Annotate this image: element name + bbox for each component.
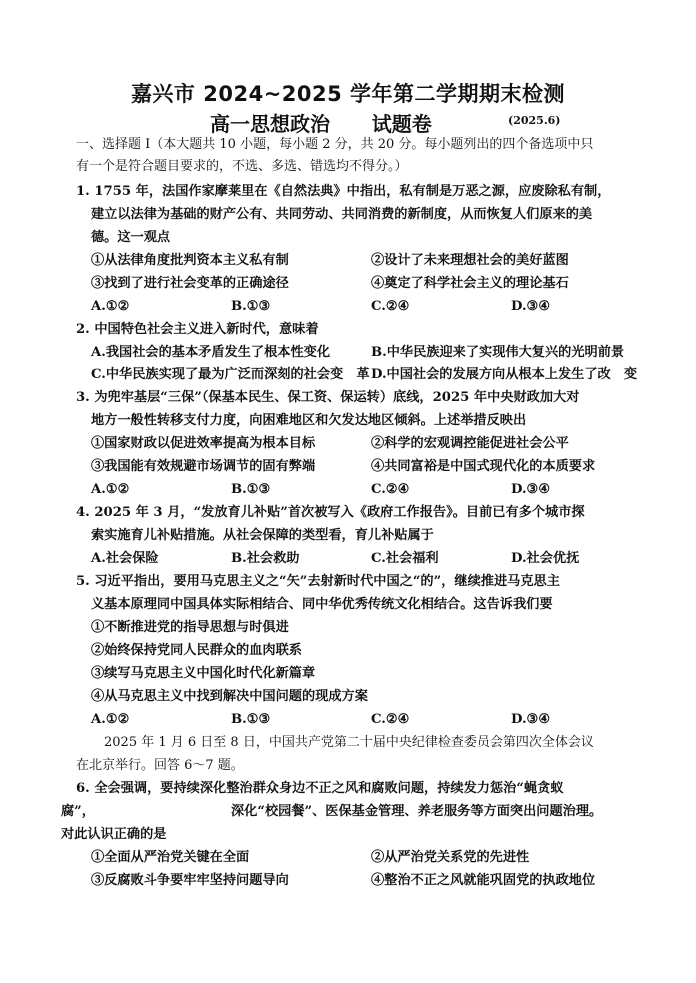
q2-choice-c: C.中华民族实现了最为广泛而深刻的社会变 革 <box>91 367 370 382</box>
q1-choice-b: B.①③ <box>231 299 271 314</box>
q5-stem-line-1: 5. 习近平指出，要用马克思主义之“矢”去射新时代中国之“的”，继续推进马克思主 <box>76 574 560 589</box>
q6-stem-line-2-end: 深化“校园餐”、医保基金管理、养老服务等方面突出问题治理。 <box>231 804 603 819</box>
q1-option-1: ①从法律角度批判资本主义私有制 <box>91 253 289 268</box>
q4-choice-a: A.社会保险 <box>91 551 159 566</box>
q4-choice-d: D.社会优抚 <box>511 551 580 566</box>
q6-option-3: ③反腐败斗争要牢牢坚持问题导向 <box>91 873 289 888</box>
q3-choice-d: D.③④ <box>511 482 551 497</box>
q1-choice-a: A.①② <box>91 299 130 314</box>
q1-option-4: ④奠定了科学社会主义的理论基石 <box>371 276 569 291</box>
q6-stem-line-3: 对此认识正确的是 <box>61 827 167 842</box>
exam-title: 嘉兴市 2024~2025 学年第二学期期末检测 <box>130 82 566 106</box>
q1-option-3: ③找到了进行社会变革的正确途径 <box>91 276 289 291</box>
q6-option-2: ②从严治党关系党的先进性 <box>371 850 530 865</box>
q3-choice-c: C.②④ <box>371 482 410 497</box>
q6-option-4: ④整治不正之风就能巩固党的执政地位 <box>371 873 596 888</box>
exam-subtitle: 高一思想政治 试题卷 <box>210 112 432 136</box>
q5-option-4: ④从马克思主义中找到解决中国问题的现成方案 <box>91 689 368 704</box>
material-line-2: 在北京举行。回答 6～7 题。 <box>76 758 244 773</box>
q1-choice-d: D.③④ <box>511 299 551 314</box>
q4-stem-line-2: 索实施育儿补贴措施。从社会保障的类型看，育儿补贴属于 <box>91 528 434 543</box>
q1-option-2: ②设计了未来理想社会的美好蓝图 <box>371 253 569 268</box>
q4-choice-c: C.社会福利 <box>371 551 439 566</box>
q3-choice-a: A.①② <box>91 482 130 497</box>
q5-choice-d: D.③④ <box>511 712 551 727</box>
q6-option-1: ①全面从严治党关键在全面 <box>91 850 250 865</box>
q3-stem-line-2: 地方一般性转移支付力度，向困难地区和欠发达地区倾斜。上述举措反映出 <box>91 413 527 428</box>
q5-option-3: ③续写马克思主义中国化时代化新篇章 <box>91 666 316 681</box>
q2-choice-d: D.中国社会的发展方向从根本上发生了改 变 <box>371 367 638 382</box>
q4-stem-line-1: 4. 2025 年 3 月，“发放育儿补贴”首次被写入《政府工作报告》。目前已有多个城市探 <box>76 505 585 520</box>
q5-option-1: ①不断推进党的指导思想与时俱进 <box>91 620 289 635</box>
q3-choice-b: B.①③ <box>231 482 271 497</box>
q1-stem-line-2: 建立以法律为基础的财产公有、共同劳动、共同消费的新制度，从而恢复人们原来的美 <box>91 207 593 222</box>
q5-choice-a: A.①② <box>91 712 130 727</box>
q3-option-2: ②科学的宏观调控能促进社会公平 <box>371 436 569 451</box>
q3-option-1: ①国家财政以促进效率提高为根本目标 <box>91 436 316 451</box>
material-line-1: 2025 年 1 月 6 日至 8 日，中国共产党第二十届中央纪律检查委员会第四次全体会议 <box>104 735 594 750</box>
q2-choice-a: A.我国社会的基本矛盾发生了根本性变化 <box>91 345 331 360</box>
q2-choice-b: B.中华民族迎来了实现伟大复兴的光明前景 <box>371 345 625 360</box>
q1-stem-line-1: 1. 1755 年，法国作家摩莱里在《自然法典》中指出，私有制是万恶之源，应废除私有制， <box>76 184 611 199</box>
exam-date: (2025.6) <box>508 114 561 127</box>
section-instruction-line-1: 一、选择题 I（本大题共 10 小题，每小题 2 分，共 20 分。每小题列出的四个备选项中只 <box>76 137 594 152</box>
q6-stem-line-1: 6. 全会强调，要持续深化整治群众身边不正之风和腐败问题，持续发力惩治“蝇贪蚁 <box>76 781 564 796</box>
q1-stem-line-3: 德。这一观点 <box>91 230 171 245</box>
q3-option-3: ③我国能有效规避市场调节的固有弊端 <box>91 459 316 474</box>
section-instruction-line-2: 有一个是符合题目要求的，不选、多选、错选均不得分。） <box>76 159 408 174</box>
q1-choice-c: C.②④ <box>371 299 410 314</box>
q3-option-4: ④共同富裕是中国式现代化的本质要求 <box>371 459 596 474</box>
q3-stem-line-1: 3. 为兜牢基层“三保”（保基本民生、保工资、保运转）底线，2025 年中央财政加大对 <box>76 390 580 405</box>
q5-option-2: ②始终保持党同人民群众的血肉联系 <box>91 643 302 658</box>
q2-stem: 2. 中国特色社会主义进入新时代，意味着 <box>76 322 319 337</box>
q5-stem-line-2: 义基本原理同中国具体实际相结合、同中华优秀传统文化相结合。这告诉我们要 <box>91 597 553 612</box>
q5-choice-c: C.②④ <box>371 712 410 727</box>
q4-choice-b: B.社会救助 <box>231 551 300 566</box>
q6-stem-line-2-start: 腐”， <box>61 804 95 819</box>
q5-choice-b: B.①③ <box>231 712 271 727</box>
